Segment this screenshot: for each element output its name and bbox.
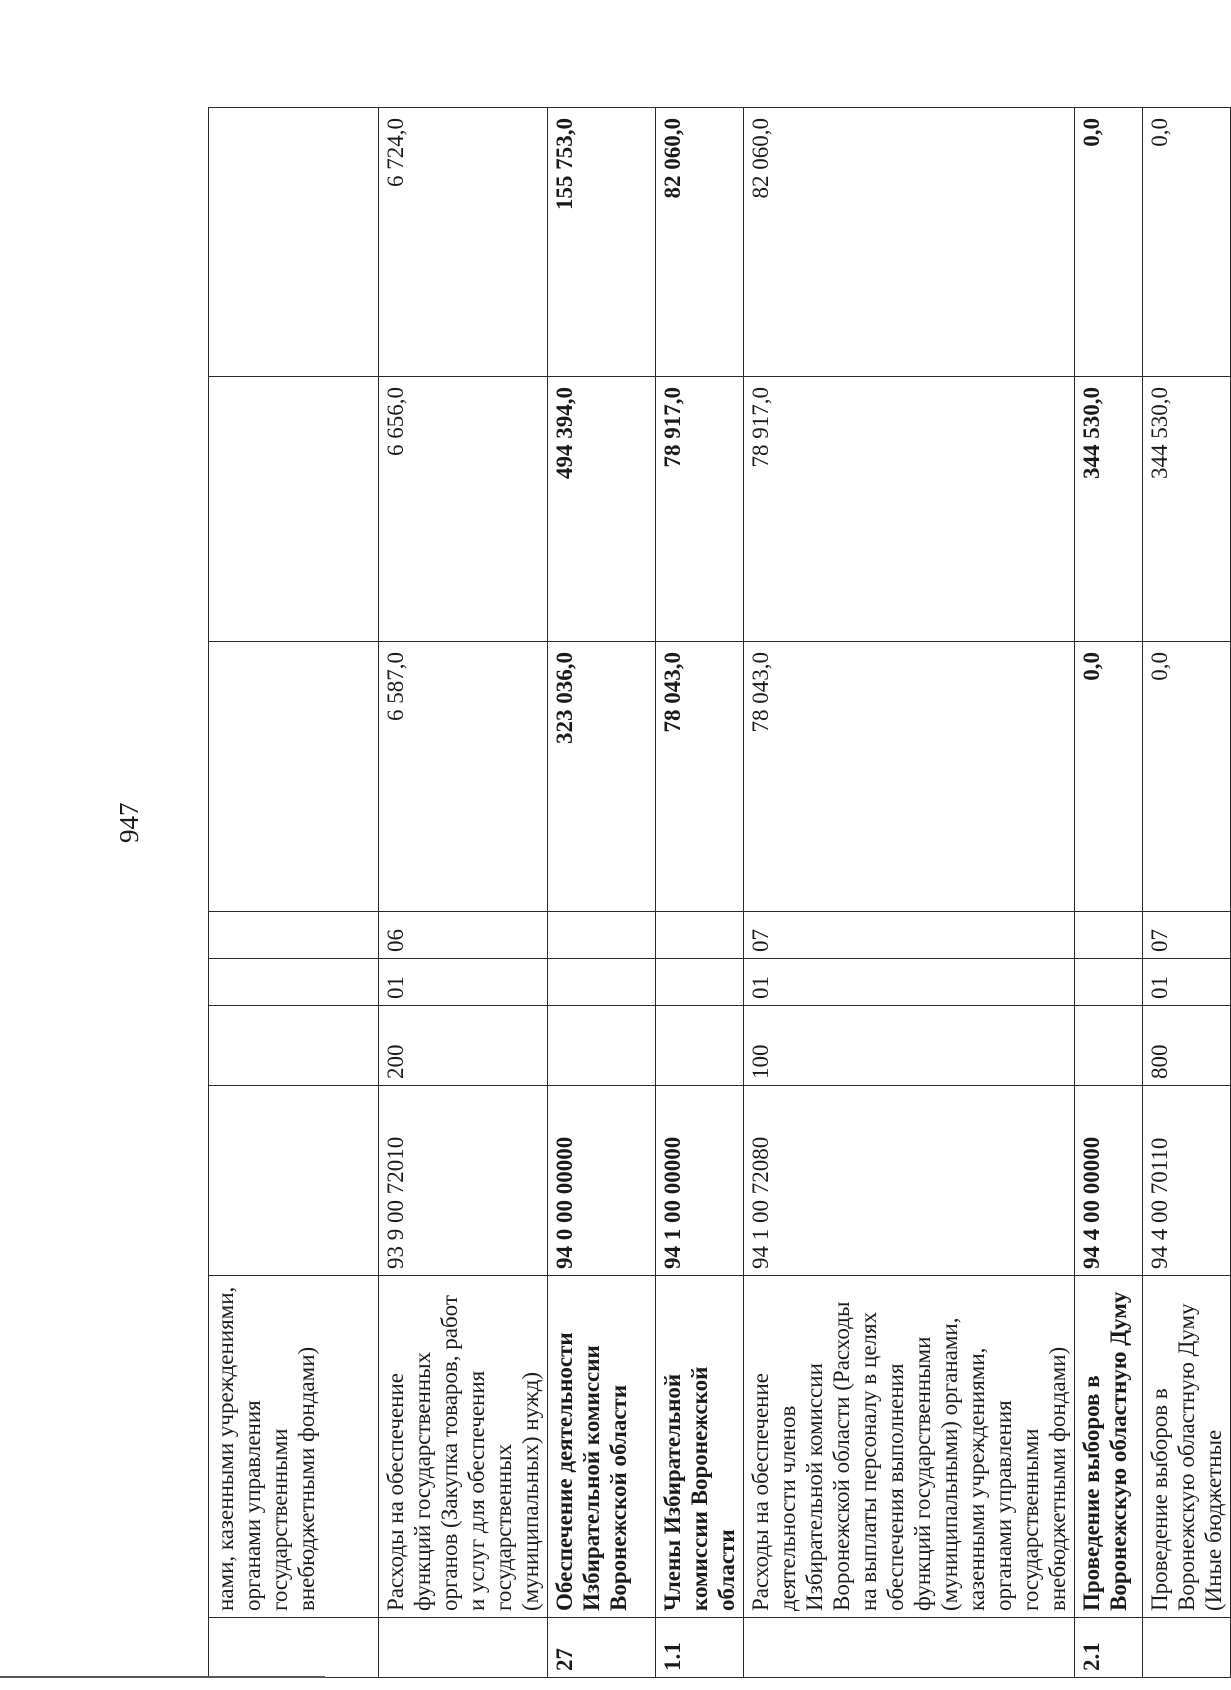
- expense-type: [548, 1006, 656, 1086]
- section: 01: [1143, 959, 1231, 1006]
- expense-type: 800: [1143, 1006, 1231, 1086]
- amount-year-2: 78 917,0: [744, 377, 1075, 642]
- amount-year-2: [209, 377, 379, 642]
- row-number: [379, 1618, 548, 1678]
- amount-year-1: [209, 642, 379, 912]
- target-code: 94 4 00 70110: [1143, 1086, 1231, 1276]
- table-body: [209, 108, 1231, 1678]
- row-number: [1143, 1618, 1231, 1678]
- amount-year-1: 0,0: [1143, 642, 1231, 912]
- table-row: [744, 108, 1075, 1678]
- amount-year-3: 82 060,0: [656, 108, 744, 377]
- amount-year-1: 78 043,0: [656, 642, 744, 912]
- subsection: [1075, 912, 1143, 959]
- row-number: 1.1: [656, 1618, 744, 1678]
- page-number: 947: [114, 802, 144, 843]
- table-row: [1075, 108, 1143, 1678]
- section: [656, 959, 744, 1006]
- table-row: [1143, 108, 1231, 1678]
- row-number: [209, 1618, 379, 1678]
- row-number: 2.1: [1075, 1618, 1143, 1678]
- subsection: 06: [379, 912, 548, 959]
- expense-type: 200: [379, 1006, 548, 1086]
- section: 01: [379, 959, 548, 1006]
- table-row: [548, 108, 656, 1678]
- row-name: Расходы на обеспечение функций государственных органов (Закупка товаров, работ и услуг для обеспечения государственных (муниципальных) нужд): [379, 1276, 548, 1618]
- amount-year-1: 323 036,0: [548, 642, 656, 912]
- amount-year-2: 494 394,0: [548, 377, 656, 642]
- subsection: [548, 912, 656, 959]
- row-name: Члены Избирательной комиссии Воронежской области: [656, 1276, 744, 1618]
- amount-year-2: 78 917,0: [656, 377, 744, 642]
- row-name: Расходы на обеспечение деятельности членов Избирательной комиссии Воронежской области (Расходы на выплаты персоналу в целях обеспечения выполнения функций государственными (муниципальными) органами, казенными учреждениями, органами управления государственными внебюджетными фондами): [744, 1276, 1075, 1618]
- table-row: [209, 108, 379, 1678]
- subsection: [656, 912, 744, 959]
- amount-year-3: 155 753,0: [548, 108, 656, 377]
- section: [209, 959, 379, 1006]
- expense-type: 100: [744, 1006, 1075, 1086]
- amount-year-3: 6 724,0: [379, 108, 548, 377]
- row-name: нами, казенными учреждениями, органами управления государственными внебюджетными фондами): [209, 1276, 379, 1618]
- subsection: 07: [1143, 912, 1231, 959]
- amount-year-3: 0,0: [1143, 108, 1231, 377]
- row-name: Проведение выборов в Воронежскую областную Думу (Иные бюджетные: [1143, 1276, 1231, 1618]
- budget-table: [208, 107, 1231, 1678]
- amount-year-1: 0,0: [1075, 642, 1143, 912]
- row-number: 27: [548, 1618, 656, 1678]
- row-name: Обеспечение деятельности Избирательной комиссии Воронежской области: [548, 1276, 656, 1618]
- row-number: [744, 1618, 1075, 1678]
- amount-year-2: 6 656,0: [379, 377, 548, 642]
- table-row: [656, 108, 744, 1678]
- table-row: [379, 108, 548, 1678]
- footer-rule: [0, 1676, 325, 1678]
- amount-year-3: 0,0: [1075, 108, 1143, 377]
- target-code: 94 1 00 72080: [744, 1086, 1075, 1276]
- section: [1075, 959, 1143, 1006]
- expense-type: [656, 1006, 744, 1086]
- amount-year-3: [209, 108, 379, 377]
- expense-type: [1075, 1006, 1143, 1086]
- amount-year-2: 344 530,0: [1075, 377, 1143, 642]
- section: 01: [744, 959, 1075, 1006]
- amount-year-1: 6 587,0: [379, 642, 548, 912]
- expense-type: [209, 1006, 379, 1086]
- row-name: Проведение выборов в Воронежскую областную Думу: [1075, 1276, 1143, 1618]
- target-code: 94 1 00 00000: [656, 1086, 744, 1276]
- subsection: 07: [744, 912, 1075, 959]
- amount-year-1: 78 043,0: [744, 642, 1075, 912]
- subsection: [209, 912, 379, 959]
- section: [548, 959, 656, 1006]
- target-code: 93 9 00 72010: [379, 1086, 548, 1276]
- amount-year-3: 82 060,0: [744, 108, 1075, 377]
- target-code: 94 0 00 00000: [548, 1086, 656, 1276]
- amount-year-2: 344 530,0: [1143, 377, 1231, 642]
- rotated-page: [208, 108, 1226, 1678]
- target-code: 94 4 00 00000: [1075, 1086, 1143, 1276]
- target-code: [209, 1086, 379, 1276]
